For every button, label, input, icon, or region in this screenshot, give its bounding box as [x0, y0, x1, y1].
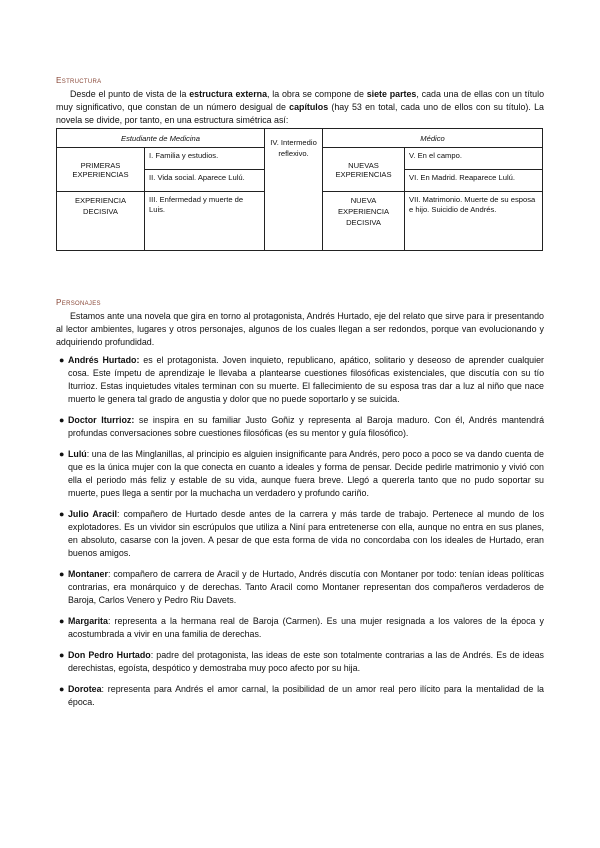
bullet-icon: ●: [59, 509, 65, 519]
right-category-2: NUEVA EXPERIENCIA DECISIVA: [323, 192, 405, 251]
right-chapter-2: VI. En Madrid. Reaparece Lulú.: [405, 170, 543, 192]
list-item: ● Montaner: compañero de carrera de Aracil y de Hurtado, Andrés discutía con Montaner por todo: tenían ideas políticas contrarias, era monárquico y de derechas. Tanto Aracil como Montaner representan dos compañeros verdaderos de Baroja, Carlos Venero y Pedro Riu Davets.: [59, 569, 544, 605]
right-header: Médico: [323, 129, 543, 148]
list-item: ● Don Pedro Hurtado: padre del protagonista, las ideas de este son totalmente contrarias a las de Andrés. Es de ideas derechistas, egoísta, despótico y demostraba muy poco afecto por su hija.: [59, 650, 544, 673]
left-header: Estudiante de Medicina: [57, 129, 265, 148]
left-chapter-1: I. Familia y estudios.: [145, 148, 265, 170]
personajes-heading: Personajes: [56, 298, 101, 307]
list-item: ● Doctor Iturrioz: se inspira en su familiar Justo Goñiz y representa al Baroja maduro. Con él, Andrés mantendrá profundas conversaciones sobre cuestiones filosóficas (es su mentor y guía filosófico).: [59, 415, 545, 438]
left-category-1: PRIMERAS EXPERIENCIAS: [57, 148, 145, 192]
character-list: [56, 354, 544, 717]
estructura-intro: Desde el punto de vista de la estructura externa, la obra se compone de siete partes, cada una de ellas con un título muy significativo, que constan de un número desigual de capítulos (hay 53 en total, cada uno de ellos con su título). La novela se divide, por tanto, en una estructura simétrica así:: [56, 89, 545, 125]
left-category-2: EXPERIENCIA DECISIVA: [57, 192, 145, 251]
list-item: ● Lulú: una de las Minglanillas, al principio es alguien insignificante para Andrés, pero poco a poco se va dando cuenta de que es la única mujer con la que conecta en cuanto a ideales y forma de pensar. Decide pedirle matrimonio y vivió con ella el periodo más feliz y estable de su vida, aunque fuera breve. Llegó a quererla tanto que no pudo soportar su muerte, pues llega a sentir por la muchacha un verdadero y profundo cariño.: [59, 449, 544, 498]
bullet-icon: ●: [59, 449, 65, 459]
left-chapter-3: III. Enfermedad y muerte de Luis.: [145, 192, 265, 251]
estructura-heading: Estructura: [56, 76, 102, 85]
bullet-icon: ●: [59, 684, 65, 694]
list-item: ● Dorotea: representa para Andrés el amor carnal, la posibilidad de un amor real pero ilícito para la mentalidad de la época.: [59, 684, 544, 707]
bullet-icon: ●: [59, 415, 65, 425]
structure-table: [56, 128, 543, 251]
personajes-intro: Estamos ante una novela que gira en torno al protagonista, Andrés Hurtado, eje del relato que sirve para ir presentando al lector ambientes, lugares y otros personajes, algunos de los cuales llegan a ser redondos, porque van evolucionando y adquiriendo profundidad.: [56, 311, 544, 347]
right-chapter-3: VII. Matrimonio. Muerte de su esposa e hijo. Suicidio de Andrés.: [405, 192, 543, 251]
list-item: ● Julio Aracil: compañero de Hurtado desde antes de la carrera y más tarde de trabajo. Pertenece al mundo de los explotadores. Es un vividor sin escrúpulos que utiliza a Niní para entretenerse con ella, aunque no entra en sus planes, en absoluto, casarse con la joven. A pesar de que esta forma de vida no concordaba con los ideales de Hurtado, eran buenos amigos.: [59, 509, 545, 558]
list-item: ● Andrés Hurtado: es el protagonista. Joven inquieto, republicano, apático, solitario y deseoso de aprender cualquier cosa. Este ímpetu de aprendizaje le llevaba a plantearse cuestiones filosóficas existenciales, que discutía con su tío Iturrioz. Estas inquietudes vitales terminan con su muerte. El fallecimiento de su esposa tras dar a luz al niño que nace muerto le genera tal grado de angustia y dolor que no puede soportarlo y se suicida.: [59, 355, 544, 404]
list-item: ● Margarita: representa a la hermana real de Baroja (Carmen). Es una mujer resignada a los valores de la época y acostumbrada a vivir en una familia de derechas.: [59, 616, 544, 639]
bullet-icon: ●: [59, 616, 65, 626]
left-chapter-2: II. Vida social. Aparece Lulú.: [145, 170, 265, 192]
bullet-icon: ●: [59, 650, 65, 660]
bullet-icon: ●: [59, 355, 65, 365]
middle-part: IV. Intermedio reflexivo.: [265, 129, 323, 251]
right-category-1: NUEVAS EXPERIENCIAS: [323, 148, 405, 192]
right-chapter-1: V. En el campo.: [405, 148, 543, 170]
bullet-icon: ●: [59, 569, 65, 579]
